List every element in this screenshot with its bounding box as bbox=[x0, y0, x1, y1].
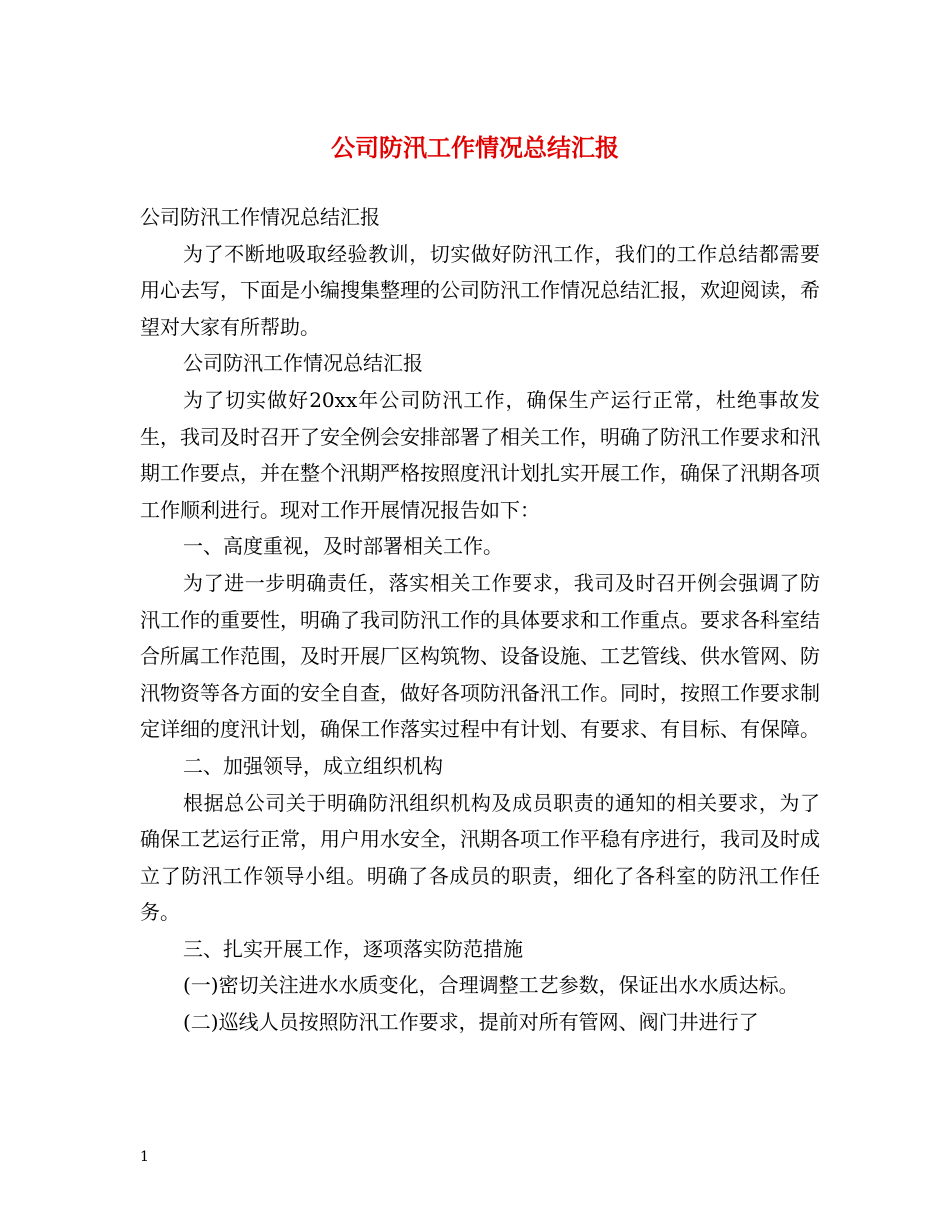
paragraph: (二)巡线人员按照防汛工作要求，提前对所有管网、阀门井进行了 bbox=[183, 1010, 759, 1035]
section-heading: 二、加强领导，成立组织机构 bbox=[183, 753, 443, 778]
document-body bbox=[140, 199, 820, 1041]
page-number: 1 bbox=[140, 1149, 149, 1165]
paragraph: 公司防汛工作情况总结汇报 bbox=[140, 205, 380, 229]
paragraph: (一)密切关注进水水质变化，合理调整工艺参数，保证出水水质达标。 bbox=[183, 973, 799, 998]
paragraph: 根据总公司关于明确防汛组织机构及成员职责的通知的相关要求，为了确保工艺运行正常，用户用水安全，汛期各项工作平稳有序进行，我司及时成立了防汛工作领导小组。明确了各成员的职责，细化了各科室的防汛工作任务。 bbox=[140, 790, 820, 925]
paragraph: 为了进一步明确责任，落实相关工作要求，我司及时召开例会强调了防汛工作的重要性，明确了我司防汛工作的具体要求和工作重点。要求各科室结合所属工作范围，及时开展厂区构筑物、设备设施、工艺管线、供水管网、防汛物资等各方面的安全自查，做好各项防汛备汛工作。同时，按照工作要求制定详细的度汛计划，确保工作落实过程中有计划、有要求、有目标、有保障。 bbox=[140, 570, 820, 742]
section-heading: 一、高度重视，及时部署相关工作。 bbox=[183, 534, 503, 559]
paragraph: 为了切实做好20xx年公司防汛工作，确保生产运行正常，杜绝事故发生，我司及时召开了安全例会安排部署了相关工作，明确了防汛工作要求和汛期工作要点，并在整个汛期严格按照度汛计划扎实开展工作，确保了汛期各项工作顺利进行。现对工作开展情况报告如下： bbox=[140, 387, 820, 522]
document-title: 公司防汛工作情况总结汇报 bbox=[331, 133, 619, 162]
paragraph: 为了不断地吸取经验教训，切实做好防汛工作，我们的工作总结都需要用心去写，下面是小编搜集整理的公司防汛工作情况总结汇报，欢迎阅读，希望对大家有所帮助。 bbox=[140, 241, 820, 339]
paragraph: 公司防汛工作情况总结汇报 bbox=[183, 351, 423, 376]
section-heading: 三、扎实开展工作，逐项落实防范措施 bbox=[183, 936, 523, 961]
